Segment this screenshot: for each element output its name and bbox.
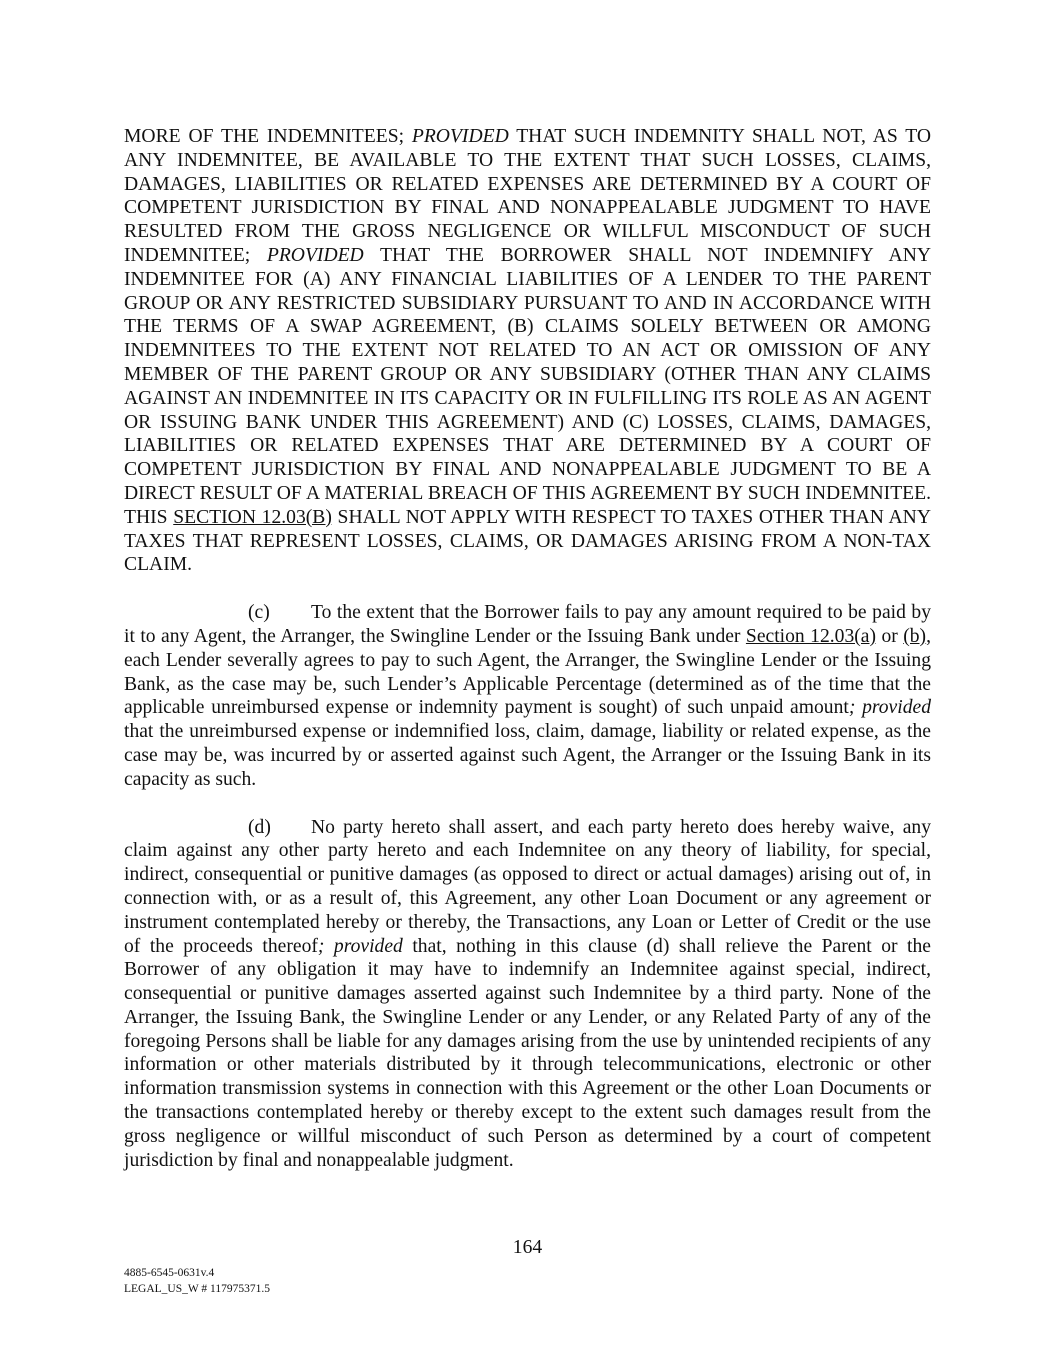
document-body — [124, 125, 931, 1172]
page-number: 164 — [512, 1237, 543, 1258]
section-reference: (b) — [903, 625, 927, 647]
text-run: MORE OF THE INDEMNITEES; — [124, 126, 412, 147]
document-footer — [124, 1265, 270, 1297]
italic-run: ; provided — [317, 935, 403, 957]
footer-legal-id: LEGAL_US_W # 117975371.5 — [124, 1283, 270, 1295]
text-run: , each Lender severally agrees to pay to such Agent, the Arranger, the Swingline Lender or the Issuing Bank, as the case may be, such Lender’s Applicable Percentage (determined as of the time that the applicable unreimbursed expense or indemnity payment is sought) of such unpaid amount — [124, 625, 931, 719]
section-reference: SECTION 12.03(B) — [173, 506, 332, 528]
text-run: No party hereto shall assert, and each party hereto does hereby waive, any claim against any other party hereto and each Indemnitee on any theory of liability, for special, indirect, consequential or punitive damages (as opposed to direct or actual damages) arising out of, in connection with, or as a result of, this Agreement, any other Loan Document or any agreement or instrument contemplated hereby or thereby, the Transactions, any Loan or Letter of Credit or the use of the proceeds thereof — [124, 816, 931, 957]
footer-doc-id: 4885-6545-0631v.4 — [124, 1267, 215, 1279]
italic-run: PROVIDED — [266, 244, 364, 266]
text-run: that the unreimbursed expense or indemnified loss, claim, damage, liability or related expense, as the case may be, was incurred by or asserted against such Agent, the Arranger or the Issuing Bank in its capacity as such. — [124, 721, 931, 790]
italic-run: ; provided — [848, 697, 931, 719]
paragraph-d — [124, 816, 931, 1173]
text-run: To the extent that the Borrower fails to pay any amount required to be paid by it to any Agent, the Arranger, the Swingline Lender or the Issuing Bank under — [124, 602, 931, 647]
text-run: THAT THE BORROWER SHALL NOT INDEMNIFY ANY INDEMNITEE FOR (A) ANY FINANCIAL LIABILITIES OF A LENDER TO THE PARENT GROUP OR ANY RESTRICTED SUBSIDIARY PURSUANT TO AND IN ACCORDANCE WITH THE TERMS OF A SWAP AGREEMENT, (B) CLAIMS SOLELY BETWEEN OR AMONG INDEMNITEES TO THE EXTENT NOT RELATED TO AN ACT OR OMISSION OF ANY MEMBER OF THE PARENT GROUP OR ANY SUBSIDIARY (OTHER THAN ANY CLAIMS AGAINST AN INDEMNITEE IN ITS CAPACITY OR IN FULFILLING ITS ROLE AS AN AGENT OR ISSUING BANK UNDER THIS AGREEMENT) AND (C) LOSSES, CLAIMS, DAMAGES, LIABILITIES OR RELATED EXPENSES THAT ARE DETERMINED BY A COURT OF COMPETENT JURISDICTION BY FINAL AND NONAPPEALABLE JUDGMENT TO BE A DIRECT RESULT OF A MATERIAL BREACH OF THIS AGREEMENT BY SUCH INDEMNITEE. THIS — [124, 244, 931, 528]
text-run: THAT SUCH INDEMNITY SHALL NOT, AS TO ANY INDEMNITEE, BE AVAILABLE TO THE EXTENT THAT SUCH LOSSES, CLAIMS, DAMAGES, LIABILITIES OR RELATED EXPENSES ARE DETERMINED BY A COURT OF COMPETENT JURISDICTION BY FINAL AND NONAPPEALABLE JUDGMENT TO HAVE RESULTED FROM THE GROSS NEGLIGENCE OR WILLFUL MISCONDUCT OF SUCH INDEMNITEE; — [124, 126, 931, 266]
paragraph-label: (c) — [248, 602, 270, 624]
paragraph-c — [124, 601, 931, 791]
italic-run: PROVIDED — [411, 126, 509, 147]
indemnity-proviso-paragraph — [124, 125, 931, 577]
text-run: SHALL NOT APPLY WITH RESPECT TO TAXES OTHER THAN ANY TAXES THAT REPRESENT LOSSES, CLAIMS, OR DAMAGES ARISING FROM A NON-TAX CLAIM. — [124, 506, 931, 576]
text-run: or — [875, 625, 904, 647]
paragraph-label: (d) — [248, 816, 271, 838]
text-run: that, nothing in this clause (d) shall relieve the Parent or the Borrower of any obligation it may have to indemnify an Indemnitee against special, indirect, consequential or punitive damages asserted against such Indemnitee by a third party. None of the Arranger, the Issuing Bank, the Swingline Lender or any Lender, or any Related Party of any of the foregoing Persons shall be liable for any damages arising from the use by unintended recipients of any information or other materials distributed by it through telecommunications, electronic or other information transmission systems in connection with this Agreement or the other Loan Documents or the transactions contemplated hereby or thereby except to the extent such damages result from the gross negligence or willful misconduct of such Person as determined by a court of competent jurisdiction by final and nonappealable judgment. — [124, 935, 931, 1171]
section-reference: Section 12.03(a) — [745, 625, 876, 647]
